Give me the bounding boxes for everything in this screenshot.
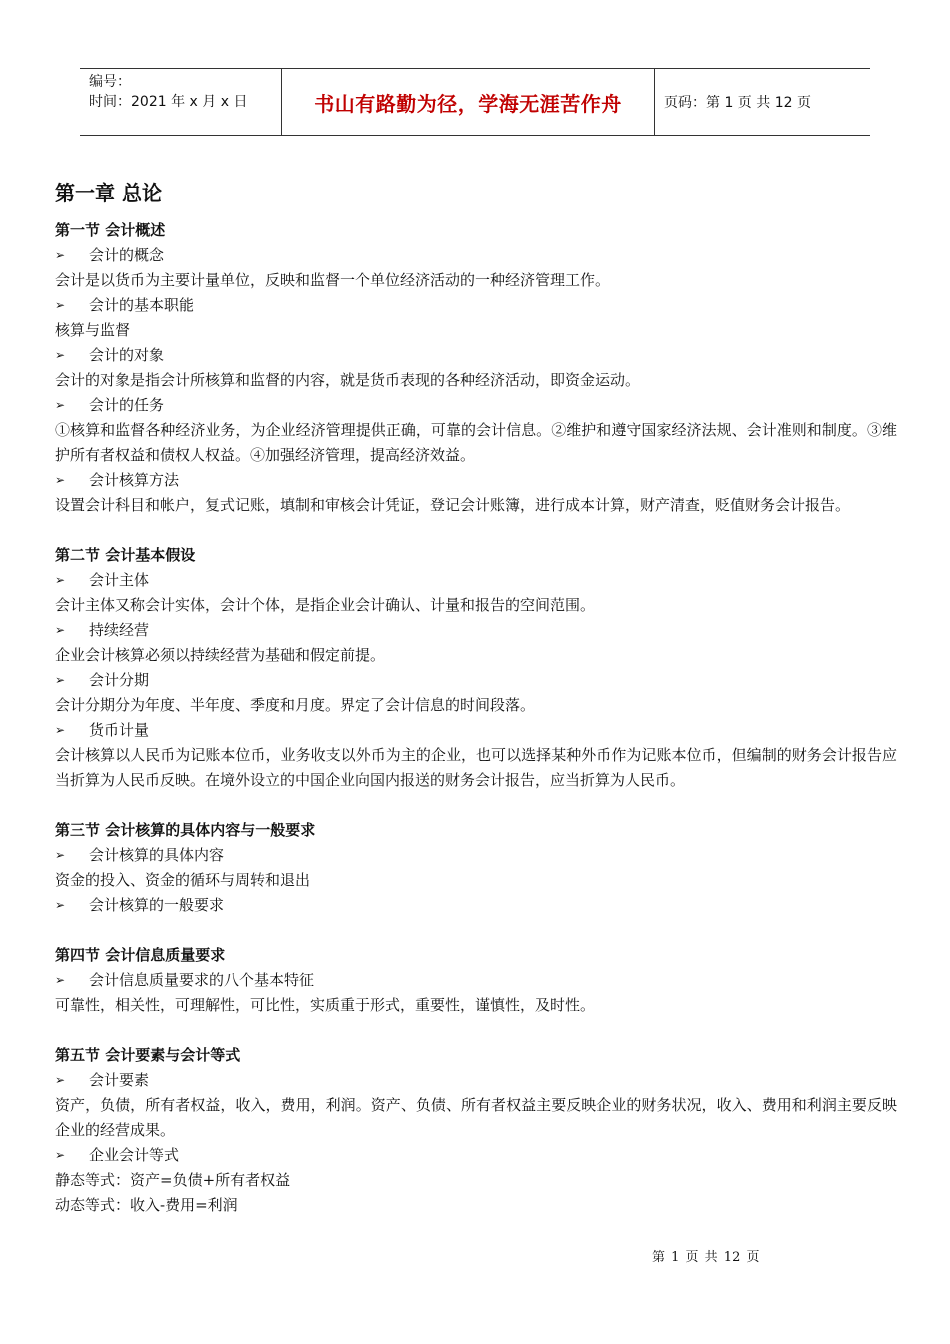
bullet-item (55, 618, 897, 643)
paragraph: 会计是以货币为主要计量单位，反映和监督一个单位经济活动的一种经济管理工作。 (55, 271, 611, 289)
arrowhead-bullet-icon: ➢ (55, 348, 66, 362)
bullet-item (55, 718, 897, 743)
bullet-label: 会计要素 (89, 1071, 150, 1089)
bullet-item (55, 843, 897, 868)
paragraph: 会计的对象是指会计所核算和监督的内容，就是货币表现的各种经济活动，即资金运动。 (55, 371, 641, 389)
bullet-label: 会计核算的具体内容 (89, 846, 225, 864)
bullet-label: 货币计量 (89, 721, 150, 739)
paragraph: 会计核算以人民币为记账本位币，业务收支以外币为主的企业，也可以选择某种外币作为记账本位币，但编制的财务会计报告应当折算为人民币反映。在境外设立的中国企业向国内报送的财务会计报告，应当折算为人民币。 (55, 746, 897, 789)
bullet-item (55, 468, 897, 493)
paragraph: ①核算和监督各种经济业务，为企业经济管理提供正确，可靠的会计信息。②维护和遵守国家经济法规、会计准则和制度。③维护所有者权益和债权人权益。④加强经济管理，提高经济效益。 (55, 421, 897, 464)
arrowhead-bullet-icon: ➢ (55, 298, 66, 312)
section-title: 第二节 会计基本假设 (55, 546, 196, 564)
header-motto: 书山有路勤为径，学海无涯苦作舟 (281, 69, 655, 135)
bullet-label: 会计信息质量要求的八个基本特征 (89, 971, 315, 989)
arrowhead-bullet-icon: ➢ (55, 623, 66, 637)
paragraph: 资产，负债，所有者权益，收入，费用，利润。资产、负债、所有者权益主要反映企业的财务状况，收入、费用和利润主要反映企业的经营成果。 (55, 1096, 897, 1139)
bullet-item (55, 293, 897, 318)
bullet-label: 会计核算方法 (89, 471, 180, 489)
paragraph: 静态等式：资产=负债+所有者权益 (55, 1171, 291, 1189)
section-title: 第三节 会计核算的具体内容与一般要求 (55, 821, 316, 839)
arrowhead-bullet-icon: ➢ (55, 723, 66, 737)
arrowhead-bullet-icon: ➢ (55, 1073, 66, 1087)
arrowhead-bullet-icon: ➢ (55, 848, 66, 862)
section-title: 第四节 会计信息质量要求 (55, 946, 226, 964)
arrowhead-bullet-icon: ➢ (55, 1148, 66, 1162)
bullet-label: 会计的任务 (89, 396, 165, 414)
document-time-label: 时间：2021 年 x 月 x 日 (89, 94, 248, 110)
arrowhead-bullet-icon: ➢ (55, 673, 66, 687)
chapter-title: 第一章 总论 (55, 181, 162, 205)
arrowhead-bullet-icon: ➢ (55, 898, 66, 912)
arrowhead-bullet-icon: ➢ (55, 473, 66, 487)
bullet-label: 会计的概念 (89, 246, 165, 264)
document-number-label: 编号： (89, 74, 131, 90)
paragraph: 可靠性，相关性，可理解性，可比性，实质重于形式，重要性，谨慎性，及时性。 (55, 996, 596, 1014)
paragraph: 会计主体又称会计实体，会计个体，是指企业会计确认、计量和报告的空间范围。 (55, 596, 596, 614)
page-header (80, 68, 870, 136)
page-footer: 第 1 页 共 12 页 (652, 1250, 760, 1265)
paragraph: 企业会计核算必须以持续经营为基础和假定前提。 (55, 646, 386, 664)
bullet-item (55, 668, 897, 693)
bullet-label: 会计的对象 (89, 346, 165, 364)
bullet-label: 会计分期 (89, 671, 150, 689)
bullet-label: 会计主体 (89, 571, 150, 589)
paragraph: 设置会计科目和帐户，复式记账，填制和审核会计凭证，登记会计账簿，进行成本计算，财产清查，贬值财务会计报告。 (55, 496, 851, 514)
header-page-number: 页码：第 1 页 共 12 页 (664, 95, 811, 111)
header-meta (80, 69, 281, 135)
bullet-item (55, 393, 897, 418)
paragraph: 资金的投入、资金的循环与周转和退出 (55, 871, 311, 889)
paragraph: 核算与监督 (55, 321, 131, 339)
arrowhead-bullet-icon: ➢ (55, 248, 66, 262)
bullet-item (55, 568, 897, 593)
section-title: 第一节 会计概述 (55, 221, 166, 239)
arrowhead-bullet-icon: ➢ (55, 973, 66, 987)
bullet-label: 会计的基本职能 (89, 296, 195, 314)
arrowhead-bullet-icon: ➢ (55, 398, 66, 412)
paragraph: 会计分期分为年度、半年度、季度和月度。界定了会计信息的时间段落。 (55, 696, 536, 714)
bullet-item (55, 968, 897, 993)
bullet-item (55, 343, 897, 368)
bullet-item (55, 1068, 897, 1093)
arrowhead-bullet-icon: ➢ (55, 573, 66, 587)
bullet-label: 企业会计等式 (89, 1146, 180, 1164)
bullet-label: 持续经营 (89, 621, 150, 639)
bullet-label: 会计核算的一般要求 (89, 896, 225, 914)
bullet-item (55, 1143, 897, 1168)
bullet-item (55, 243, 897, 268)
paragraph: 动态等式：收入-费用=利润 (55, 1196, 238, 1214)
bullet-item (55, 893, 897, 918)
document-body (55, 178, 897, 1218)
section-title: 第五节 会计要素与会计等式 (55, 1046, 241, 1064)
